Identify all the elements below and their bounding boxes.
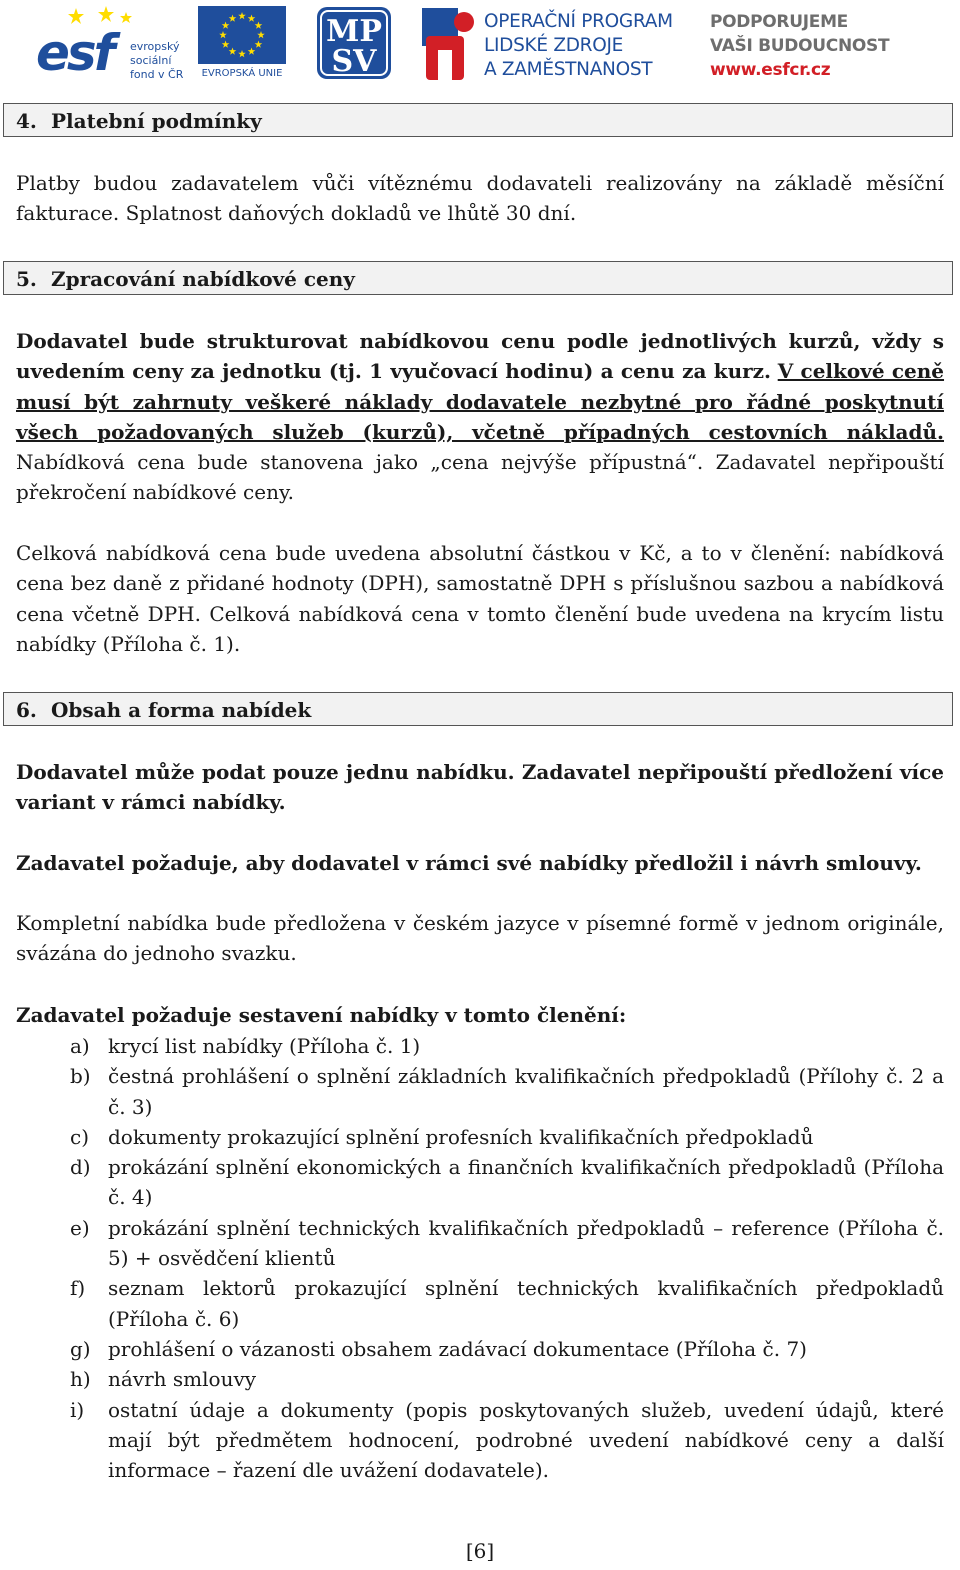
section-6-heading bbox=[3, 692, 953, 726]
esfcr-url: www.esfcr.cz bbox=[710, 60, 831, 80]
list-item-text: ostatní údaje a dokumenty (popis poskytovaných služeb, uvedení údajů, které mají být předmětem hodnocení, podrobné uvedení nabídkové ceny a další informace – řazení dle uvážení dodavatele). bbox=[108, 1397, 944, 1483]
eu-star-icon bbox=[229, 47, 237, 54]
section-5-rest-text: Nabídková cena bude stanovena jako „cena nejvýše přípustná“. Zadavatel nepřipouští překročení nabídkové ceny. bbox=[16, 450, 944, 505]
mpsv-bottom: SV bbox=[331, 44, 377, 79]
list-item-label: g) bbox=[70, 1336, 91, 1361]
list-item-text: návrh smlouvy bbox=[108, 1367, 257, 1392]
eu-logo bbox=[196, 6, 288, 82]
eu-star-icon bbox=[248, 15, 256, 22]
esf-logo bbox=[36, 6, 186, 82]
section-5-title: Zpracování nabídkové ceny bbox=[51, 267, 355, 291]
list-item bbox=[70, 1334, 944, 1364]
offer-structure-list bbox=[70, 1031, 944, 1485]
list-item bbox=[70, 1395, 944, 1486]
esf-caption-line1: evropský bbox=[130, 40, 180, 53]
section-6-title: Obsah a forma nabídek bbox=[51, 698, 312, 722]
oplz-line3: A ZAMĚSTNANOST bbox=[484, 59, 653, 80]
list-item-text: čestná prohlášení o splnění základních kvalifikačních předpokladů (Přílohy č. 2 a č. 3) bbox=[108, 1064, 944, 1119]
esf-caption-line3: fond v ČR bbox=[130, 68, 184, 81]
oplz-caption bbox=[484, 10, 673, 82]
eu-star-icon bbox=[222, 41, 230, 48]
section-4-title: Platební podmínky bbox=[51, 109, 262, 133]
list-item-text: krycí list nabídky (Příloha č. 1) bbox=[108, 1034, 421, 1058]
eu-star-icon bbox=[238, 50, 246, 57]
section-4-number: 4. bbox=[16, 109, 37, 133]
list-item bbox=[70, 1213, 944, 1274]
list-item bbox=[70, 1273, 944, 1334]
list-item bbox=[70, 1061, 944, 1122]
list-item-label: i) bbox=[70, 1397, 85, 1422]
section-6-paragraph-3: Kompletní nabídka bude předložena v českém jazyce v písemné formě v jednom originále, svázána do jednoho svazku. bbox=[16, 911, 944, 966]
list-item-text: prokázání splnění technických kvalifikačních předpokladů – reference (Příloha č. 5) + osvědčení klientů bbox=[108, 1215, 944, 1271]
oplz-person-icon bbox=[420, 6, 476, 82]
section-5-bold-text: Dodavatel bude strukturovat nabídkovou cenu podle jednotlivých kurzů, vždy s uvedením ceny za jednotku (tj. 1 vyučovací hodinu) a cenu za kurz. bbox=[16, 329, 944, 384]
list-item-label: h) bbox=[70, 1367, 91, 1392]
logo-bar bbox=[0, 0, 960, 90]
eu-star-icon bbox=[219, 31, 227, 38]
list-item-label: c) bbox=[70, 1124, 90, 1149]
esf-caption bbox=[130, 40, 183, 82]
section-5-number: 5. bbox=[16, 267, 37, 291]
section-6-paragraph-1: Dodavatel může podat pouze jednu nabídku. Zadavatel nepřipouští předložení více variant v rámci nabídky. bbox=[16, 760, 944, 815]
eu-star-icon bbox=[248, 47, 256, 54]
list-item-label: e) bbox=[70, 1215, 90, 1240]
esfcr-logo bbox=[710, 10, 910, 82]
eu-star-icon bbox=[222, 22, 230, 29]
section-6-paragraph-2: Zadavatel požaduje, aby dodavatel v rámci své nabídky předložil i návrh smlouvy. bbox=[16, 851, 922, 875]
esfcr-line1: PODPORUJEME bbox=[710, 12, 848, 32]
mpsv-emblem-icon bbox=[316, 6, 392, 80]
esf-word: esf bbox=[36, 24, 113, 82]
list-item-text: dokumenty prokazující splnění profesních kvalifikačních předpokladů bbox=[108, 1124, 814, 1149]
oplz-line1: OPERAČNÍ PROGRAM bbox=[484, 11, 673, 32]
section-5-paragraph-1 bbox=[16, 326, 944, 508]
list-item-label: d) bbox=[70, 1155, 91, 1180]
section-5-heading bbox=[3, 261, 953, 295]
list-item-label: f) bbox=[70, 1276, 86, 1301]
section-5-paragraph-2: Celková nabídková cena bude uvedena absolutní částkou v Kč, a to v členění: nabídková cena bez daně z přidané hodnoty (DPH), samostatně DPH s příslušnou sazbou a nabídková cena včetně DPH. Celková nabídková cena v tomto členění bude uvedena na krycím listu nabídky (Příloha č. 1). bbox=[16, 541, 944, 656]
list-item-text: prohlášení o vázanosti obsahem zadávací dokumentace (Příloha č. 7) bbox=[108, 1336, 807, 1361]
list-item bbox=[70, 1031, 944, 1061]
list-item-text: prokázání splnění ekonomických a finančních kvalifikačních předpokladů (Příloha č. 4) bbox=[108, 1155, 944, 1210]
esfcr-line2: VAŠI BUDOUCNOST bbox=[710, 36, 890, 56]
list-item bbox=[70, 1152, 944, 1213]
list-item bbox=[70, 1122, 944, 1152]
eu-flag-icon bbox=[198, 6, 286, 64]
eu-star-icon bbox=[229, 15, 237, 22]
page-number: [6] bbox=[465, 1539, 495, 1563]
eu-star-icon bbox=[255, 41, 263, 48]
section-6-paragraph-4: Zadavatel požaduje sestavení nabídky v tomto členění: bbox=[16, 1003, 627, 1027]
mpsv-logo bbox=[316, 6, 392, 80]
eu-star-icon bbox=[255, 22, 263, 29]
esf-caption-line2: sociální bbox=[130, 54, 172, 67]
oplz-logo bbox=[420, 6, 690, 82]
section-5-underlined-text: V celkové ceně musí být zahrnuty veškeré náklady dodavatele nezbytné pro řádné poskytnutí všech požadovaných služeb (kurzů), včetně případných cestovních nákladů. bbox=[16, 359, 945, 444]
eu-star-icon bbox=[257, 31, 265, 38]
list-item-label: b) bbox=[70, 1064, 91, 1089]
eu-caption: EVROPSKÁ UNIE bbox=[201, 68, 283, 79]
oplz-line2: LIDSKÉ ZDROJE bbox=[484, 35, 624, 56]
eu-star-icon bbox=[238, 12, 246, 19]
section-6-number: 6. bbox=[16, 698, 37, 722]
section-4-paragraph: Platby budou zadavatelem vůči vítěznému dodavateli realizovány na základě měsíční fakturace. Splatnost daňových dokladů ve lhůtě 30 dní. bbox=[16, 171, 944, 226]
list-item-text: seznam lektorů prokazující splnění technických kvalifikačních předpokladů (Příloha č. 6) bbox=[108, 1276, 944, 1331]
list-item-label: a) bbox=[70, 1034, 90, 1058]
mpsv-top: MP bbox=[326, 14, 382, 49]
section-4-heading bbox=[3, 103, 953, 137]
list-item bbox=[70, 1364, 944, 1394]
